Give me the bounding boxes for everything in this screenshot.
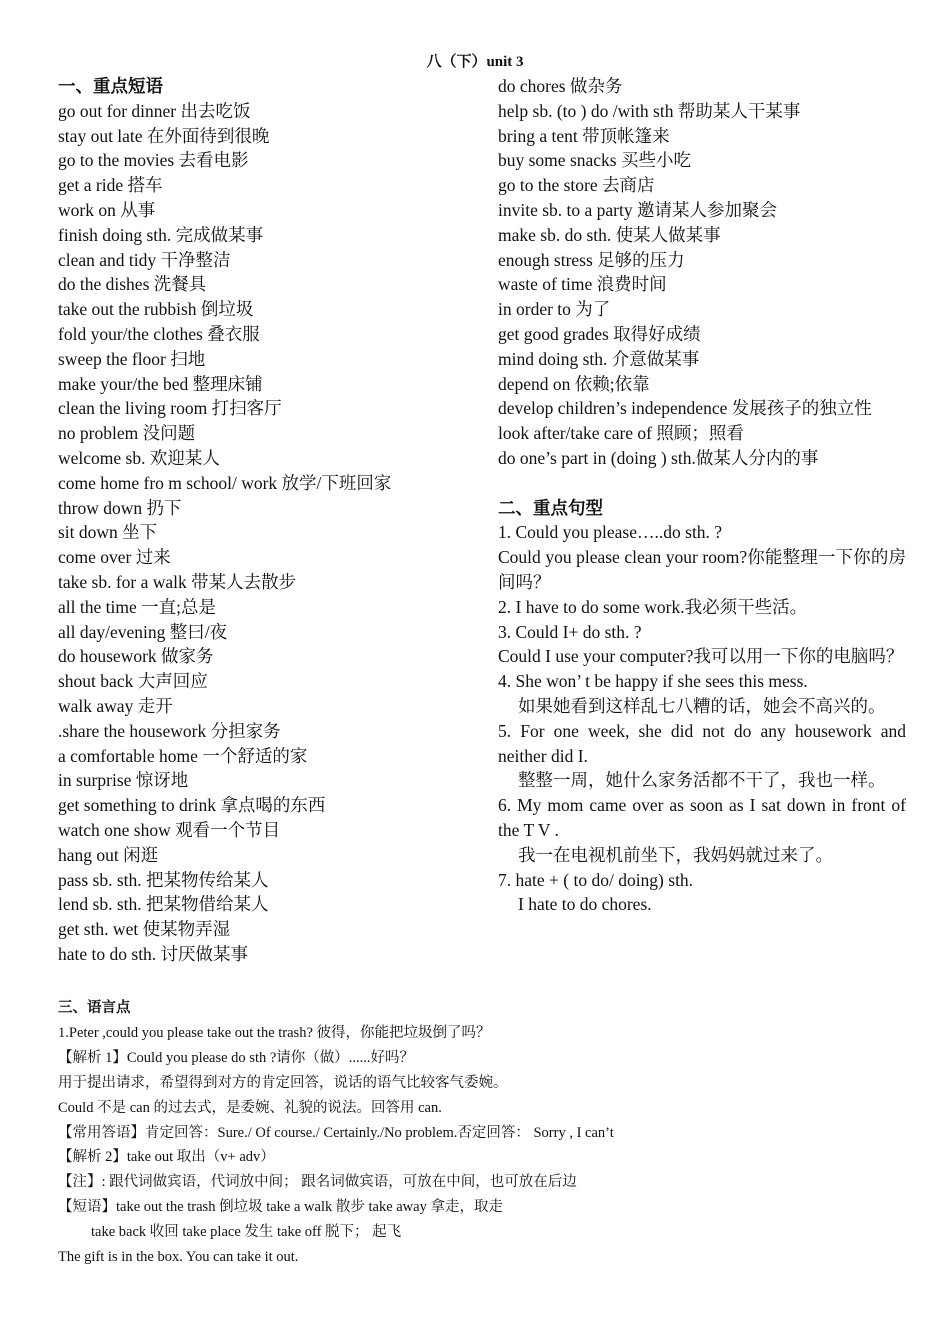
phrase-item: depend on 依赖;依靠	[498, 373, 650, 394]
phrase-item: do the dishes 洗餐具	[58, 274, 207, 295]
phrase-item: go to the movies 去看电影	[58, 150, 249, 171]
phrase-item: no problem 没问题	[58, 423, 196, 444]
sentence-list	[498, 520, 906, 917]
phrase-item: a comfortable home 一个舒适的家	[58, 745, 308, 766]
phrase-item: take out the rubbish 倒垃圾	[58, 299, 254, 320]
phrase-item: lend sb. sth. 把某物借给某人	[58, 894, 269, 915]
phrase-item: help sb. (to ) do /with sth 帮助某人干某事	[498, 100, 801, 121]
phrase-item: get something to drink 拿点喝的东西	[58, 795, 326, 816]
phrase-item: enough stress 足够的压力	[498, 249, 685, 270]
language-point-line: take back 收回 take place 发生 take off 脱下； 起飞	[91, 1224, 402, 1241]
phrase-item: come home fro m school/ work 放学/下班回家	[58, 472, 392, 493]
section-heading-language-points: 三、语言点	[58, 1000, 131, 1016]
language-points-section	[58, 996, 918, 1270]
sentence-line: 3. Could I+ do sth. ?	[498, 621, 642, 642]
phrase-item: mind doing sth. 介意做某事	[498, 348, 700, 369]
phrase-item: make sb. do sth. 使某人做某事	[498, 224, 721, 245]
section-heading-phrases: 一、重点短语	[58, 76, 163, 96]
section-heading-sentences: 二、重点句型	[498, 497, 603, 518]
phrase-item: bring a tent 带顶帐篷来	[498, 125, 670, 146]
sentence-line: 如果她看到这样乱七八糟的话，她会不高兴的。	[518, 695, 886, 716]
phrase-item: take sb. for a walk 带某人去散步	[58, 571, 297, 592]
sentence-line: Could I use your computer?我可以用一下你的电脑吗？	[498, 646, 904, 667]
language-point-line: 【注】: 跟代词做宾语，代词放中间； 跟名词做宾语，可放在中间，也可放在后边	[58, 1174, 577, 1191]
phrase-item: clean the living room 打扫客厅	[58, 398, 282, 419]
phrase-item: welcome sb. 欢迎某人	[58, 447, 220, 468]
phrase-item: all day/evening 整曰/夜	[58, 621, 228, 642]
phrase-item: sweep the floor 扫地	[58, 348, 206, 369]
language-point-line: 【常用答语】肯定回答：Sure./ Of course./ Certainly./No problem.否定回答： Sorry , I can’t	[58, 1124, 614, 1141]
phrase-item: in order to 为了	[498, 299, 611, 320]
phrase-item: stay out late 在外面待到很晚	[58, 125, 270, 146]
sentence-line: I hate to do chores.	[518, 894, 652, 915]
phrase-item: all the time 一直;总是	[58, 596, 216, 617]
left-column	[58, 74, 458, 967]
phrase-item: do housework 做家务	[58, 646, 214, 667]
language-point-line: 【短语】take out the trash 倒垃圾 take a walk 散步 take away 拿走，取走	[58, 1199, 503, 1216]
phrase-item: get a ride 搭车	[58, 175, 163, 196]
phrase-item: watch one show 观看一个节目	[58, 819, 281, 840]
phrase-item: .share the housework 分担家务	[58, 720, 281, 741]
phrase-item: get sth. wet 使某物弄湿	[58, 919, 231, 940]
sentence-line: 6. My mom came over as soon as I sat down in front of the T V .	[498, 795, 906, 840]
phrase-item: walk away 走开	[58, 695, 173, 716]
language-point-line: 用于提出请求，希望得到对方的肯定回答，说话的语气比较客气委婉。	[58, 1074, 508, 1091]
phrase-item: waste of time 浪费时间	[498, 274, 667, 295]
right-column	[498, 74, 906, 917]
language-point-line: 【解析 1】Could you please do sth ?请你（做）......好吗？	[58, 1049, 415, 1066]
phrase-item: hate to do sth. 讨厌做某事	[58, 943, 249, 964]
phrase-item: in surprise 惊讶地	[58, 770, 189, 791]
sentence-line: 整整一周，她什么家务活都不干了，我也一样。	[518, 770, 886, 791]
language-point-line: Could 不是 can 的过去式，是委婉、礼貌的说法。回答用 can.	[58, 1099, 442, 1116]
phrase-item: hang out 闲逛	[58, 844, 159, 865]
phrase-item: get good grades 取得好成绩	[498, 323, 701, 344]
phrase-item: finish doing sth. 完成做某事	[58, 224, 264, 245]
phrase-item: make your/the bed 整理床铺	[58, 373, 263, 394]
language-points-list	[58, 1021, 918, 1270]
phrase-item: sit down 坐下	[58, 522, 158, 543]
spacer	[498, 471, 906, 496]
sentence-line: 5. For one week, she did not do any housework and neither did I.	[498, 720, 906, 766]
sentence-line: 我一在电视机前坐下，我妈妈就过来了。	[518, 844, 833, 865]
sentence-line: 2. I have to do some work.我必须干些活。	[498, 596, 808, 617]
phrase-item: look after/take care of 照顾；照看	[498, 423, 744, 444]
language-point-line: The gift is in the box. You can take it out.	[58, 1249, 299, 1266]
phrase-item: pass sb. sth. 把某物传给某人	[58, 869, 269, 890]
language-point-line: 【解析 2】take out 取出（v+ adv）	[58, 1149, 275, 1166]
phrase-item: invite sb. to a party 邀请某人参加聚会	[498, 199, 777, 220]
phrase-item: shout back 大声回应	[58, 671, 208, 692]
phrase-item: develop children’s independence 发展孩子的独立性	[498, 398, 872, 419]
phrase-item: do chores 做杂务	[498, 76, 623, 96]
sentence-line: Could you please clean your room?你能整理一下你的房间吗？	[498, 547, 906, 592]
page-title: 八（下）unit 3	[426, 54, 524, 70]
sentence-line: 4. She won’ t be happy if she sees this mess.	[498, 671, 808, 692]
phrase-item: do one’s part in (doing ) sth.做某人分内的事	[498, 447, 819, 468]
sentence-line: 1. Could you please…..do sth. ?	[498, 522, 723, 543]
phrase-item: buy some snacks 买些小吃	[498, 150, 691, 171]
phrase-item: go out for dinner 出去吃饭	[58, 100, 251, 121]
language-point-line: 1.Peter ,could you please take out the trash? 彼得，你能把垃圾倒了吗？	[58, 1024, 491, 1041]
phrase-item: go to the store 去商店	[498, 175, 655, 196]
phrase-item: come over 过来	[58, 547, 171, 568]
phrase-item: fold your/the clothes 叠衣服	[58, 323, 260, 344]
phrase-item: work on 从事	[58, 199, 156, 220]
phrase-item: throw down 扔下	[58, 497, 182, 518]
phrase-item: clean and tidy 干净整洁	[58, 249, 231, 270]
sentence-line: 7. hate + ( to do/ doing) sth.	[498, 869, 694, 890]
